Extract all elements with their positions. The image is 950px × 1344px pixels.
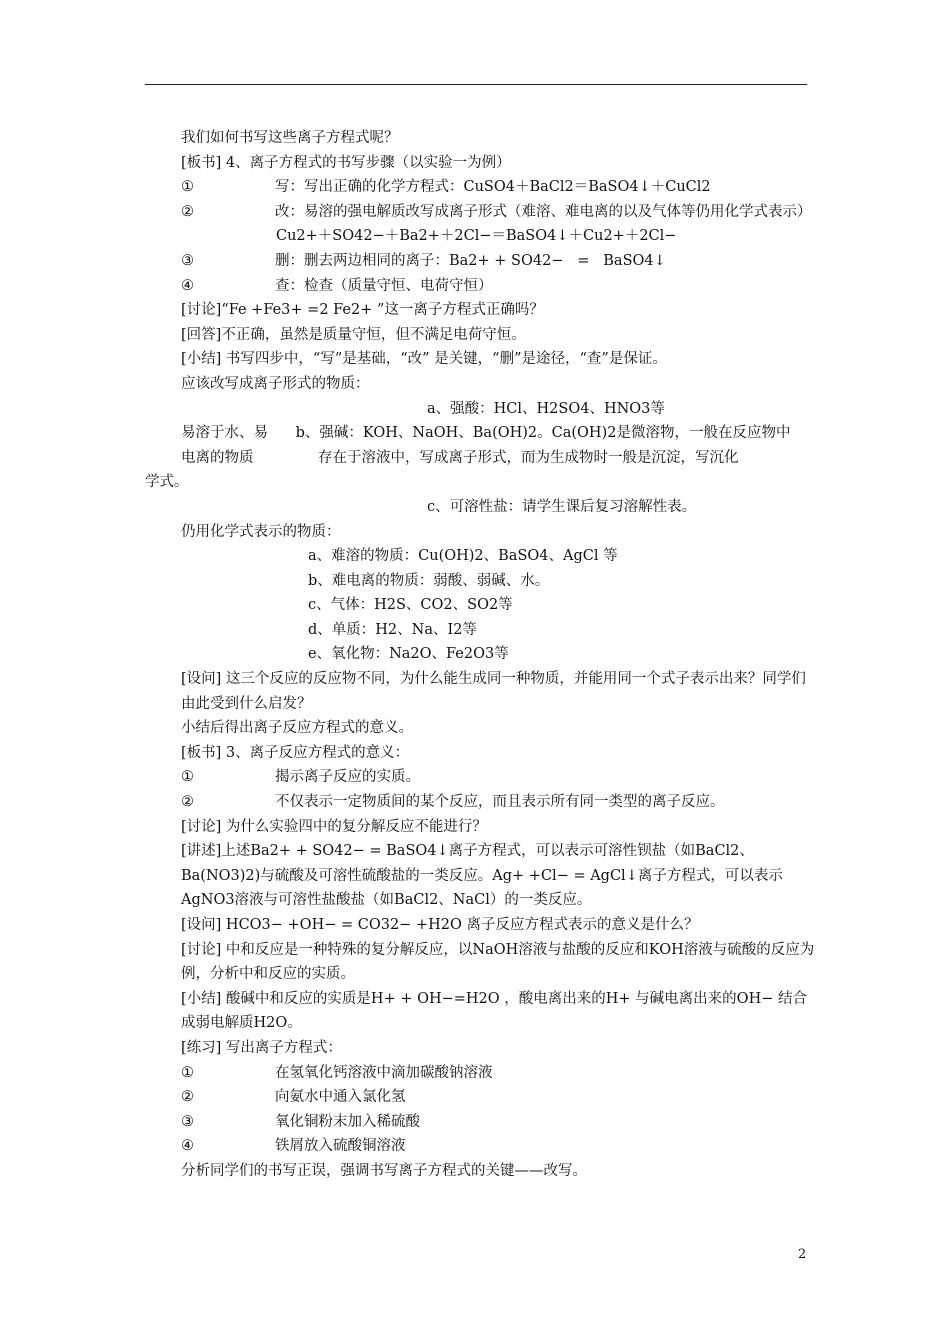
text-line: [145, 446, 815, 471]
line-text: 仍用化学式表示的物质：: [181, 523, 341, 540]
line-text: a、难溶的物质：Cu(OH)2、BaSO4、AgCl 等: [308, 548, 618, 565]
line-text: 向氨水中通入氯化氢: [275, 1089, 406, 1106]
line-text: e、氧化物：Na2O、Fe2O3等: [308, 646, 509, 663]
line-text: 铁屑放入硫酸铜溶液: [275, 1138, 406, 1155]
text-line: [145, 175, 815, 200]
text-line: [145, 224, 815, 249]
line-text: 应该改写成离子形式的物质：: [181, 375, 370, 392]
step-number: ④: [181, 277, 194, 294]
page-number: 2: [798, 1247, 807, 1262]
line-text: 查：检查（质量守恒、电荷守恒）: [275, 277, 493, 294]
line-text: [讨论] 为什么实验四中的复分解反应不能进行？: [181, 818, 487, 835]
line-text: [讨论] 中和反应是一种特殊的复分解反应，以NaOH溶液与盐酸的反应和KOH溶液与硫酸的反应为例，分析中和反应的实质。: [181, 941, 815, 983]
text-line: [145, 839, 815, 913]
text-line: [145, 938, 815, 987]
text-line: [145, 298, 815, 323]
line-text: d、单质：H2、Na、I2等: [308, 621, 477, 638]
text-line: [145, 1110, 815, 1135]
line-text: 分析同学们的书写正误，强调书写离子方程式的关键——改写。: [181, 1162, 587, 1179]
text-line: [145, 347, 815, 372]
step-number: ③: [181, 1113, 194, 1130]
step-number: ②: [181, 1089, 194, 1106]
text-line: [145, 1085, 815, 1110]
text-line: [145, 126, 815, 151]
text-line: [145, 741, 815, 766]
text-line: [145, 716, 815, 741]
line-text: 易溶于水、易 b、强碱：KOH、NaOH、Ba(OH)2。Ca(OH)2是微溶物，一般在反应物中: [181, 425, 791, 442]
header-rule: [145, 84, 807, 85]
text-line: [145, 618, 815, 643]
text-line: [145, 397, 815, 422]
text-line: [145, 372, 815, 397]
text-line: [145, 495, 815, 520]
text-line: [145, 1134, 815, 1159]
text-line: [145, 987, 815, 1036]
text-line: [145, 593, 815, 618]
line-text: [板书] 4、离子方程式的书写步骤（以实验一为例）: [181, 154, 511, 171]
text-line: [145, 1061, 815, 1086]
text-line: [145, 200, 815, 225]
line-text: 揭示离子反应的实质。: [275, 769, 420, 786]
text-line: [145, 1159, 815, 1184]
line-text: 氧化铜粉末加入稀硫酸: [275, 1113, 420, 1130]
line-text: a、强酸：HCl、H2SO4、HNO3等: [427, 400, 665, 417]
document-body: [145, 126, 815, 1184]
line-text: [讲述]上述Ba2+ + SO42− = BaSO4↓离子方程式，可以表示可溶性钡盐（如BaCl2、Ba(NO3)2)与硫酸及可溶性硫酸盐的一类反应。Ag+ +Cl− = AgCl↓离子方程式，可以表示AgNO3溶液与可溶性盐酸盐（如BaCl2、NaCl）的一类反应。: [181, 843, 783, 909]
line-text: b、难电离的物质：弱酸、弱碱、水。: [308, 572, 550, 589]
text-line: [145, 520, 815, 545]
line-text: [练习] 写出离子方程式：: [181, 1039, 342, 1056]
line-text: 写：写出正确的化学方程式：CuSO4＋BaCl2＝BaSO4↓＋CuCl2: [275, 179, 711, 196]
line-text: 小结后得出离子反应方程式的意义。: [181, 720, 413, 737]
line-text: 删：删去两边相同的离子：Ba2+ + SO42− = BaSO4↓: [275, 252, 666, 269]
line-text: 我们如何书写这些离子方程式呢？: [181, 130, 399, 146]
text-line: [145, 667, 815, 716]
line-text: c、可溶性盐：请学生课后复习溶解性表。: [427, 498, 697, 515]
line-text: 在氢氧化钙溶液中滴加碳酸钠溶液: [275, 1064, 493, 1081]
line-text: [小结] 酸碱中和反应的实质是H+ + OH−=H2O ，酸电离出来的H+ 与碱电离出来的OH− 结合成弱电解质H2O。: [181, 990, 807, 1032]
step-number: ②: [181, 203, 194, 220]
line-text: [小结] 书写四步中，“写”是基础，“改” 是关键，“删”是途径，“查”是保证。: [181, 351, 667, 368]
text-line: [145, 790, 815, 815]
text-line: [145, 323, 815, 348]
line-text: [回答]不正确，虽然是质量守恒，但不满足电荷守恒。: [181, 326, 526, 343]
text-line: [145, 1036, 815, 1061]
line-text: 改：易溶的强电解质改写成离子形式（难溶、难电离的以及气体等仍用化学式表示）: [275, 203, 812, 220]
line-text: [讨论]“Fe +Fe3+ =2 Fe2+ ”这一离子方程式正确吗？: [181, 302, 544, 319]
text-line: [145, 470, 815, 495]
line-text: 不仅表示一定物质间的某个反应，而且表示所有同一类型的离子反应。: [275, 794, 725, 811]
step-number: ①: [181, 769, 194, 786]
step-number: ①: [181, 1064, 194, 1081]
line-text: 学式。: [145, 474, 189, 491]
text-line: [145, 151, 815, 176]
line-text: [板书] 3、离子反应方程式的意义：: [181, 744, 410, 761]
text-line: [145, 765, 815, 790]
text-line: [145, 249, 815, 274]
step-number: ③: [181, 252, 194, 269]
text-line: [145, 569, 815, 594]
text-line: [145, 274, 815, 299]
line-text: 电离的物质 存在于溶液中，写成离子形式，而为生成物时一般是沉淀，写沉化: [181, 449, 739, 466]
text-line: [145, 913, 815, 938]
text-line: [145, 544, 815, 569]
line-text: Cu2+＋SO42−＋Ba2+＋2Cl−＝BaSO4↓＋Cu2+＋2Cl−: [276, 228, 677, 245]
step-number: ④: [181, 1138, 194, 1155]
line-text: c、气体：H2S、CO2、SO2等: [308, 597, 513, 614]
text-line: [145, 421, 815, 446]
line-text: [设问] HCO3− +OH− = CO32− +H2O 离子反应方程式表示的意义是什么？: [181, 917, 699, 933]
line-text: [设问] 这三个反应的反应物不同，为什么能生成同一种物质，并能用同一个式子表示出来？同学们由此受到什么启发？: [181, 671, 806, 712]
text-line: [145, 642, 815, 667]
step-number: ②: [181, 794, 194, 811]
text-line: [145, 815, 815, 840]
step-number: ①: [181, 179, 194, 196]
